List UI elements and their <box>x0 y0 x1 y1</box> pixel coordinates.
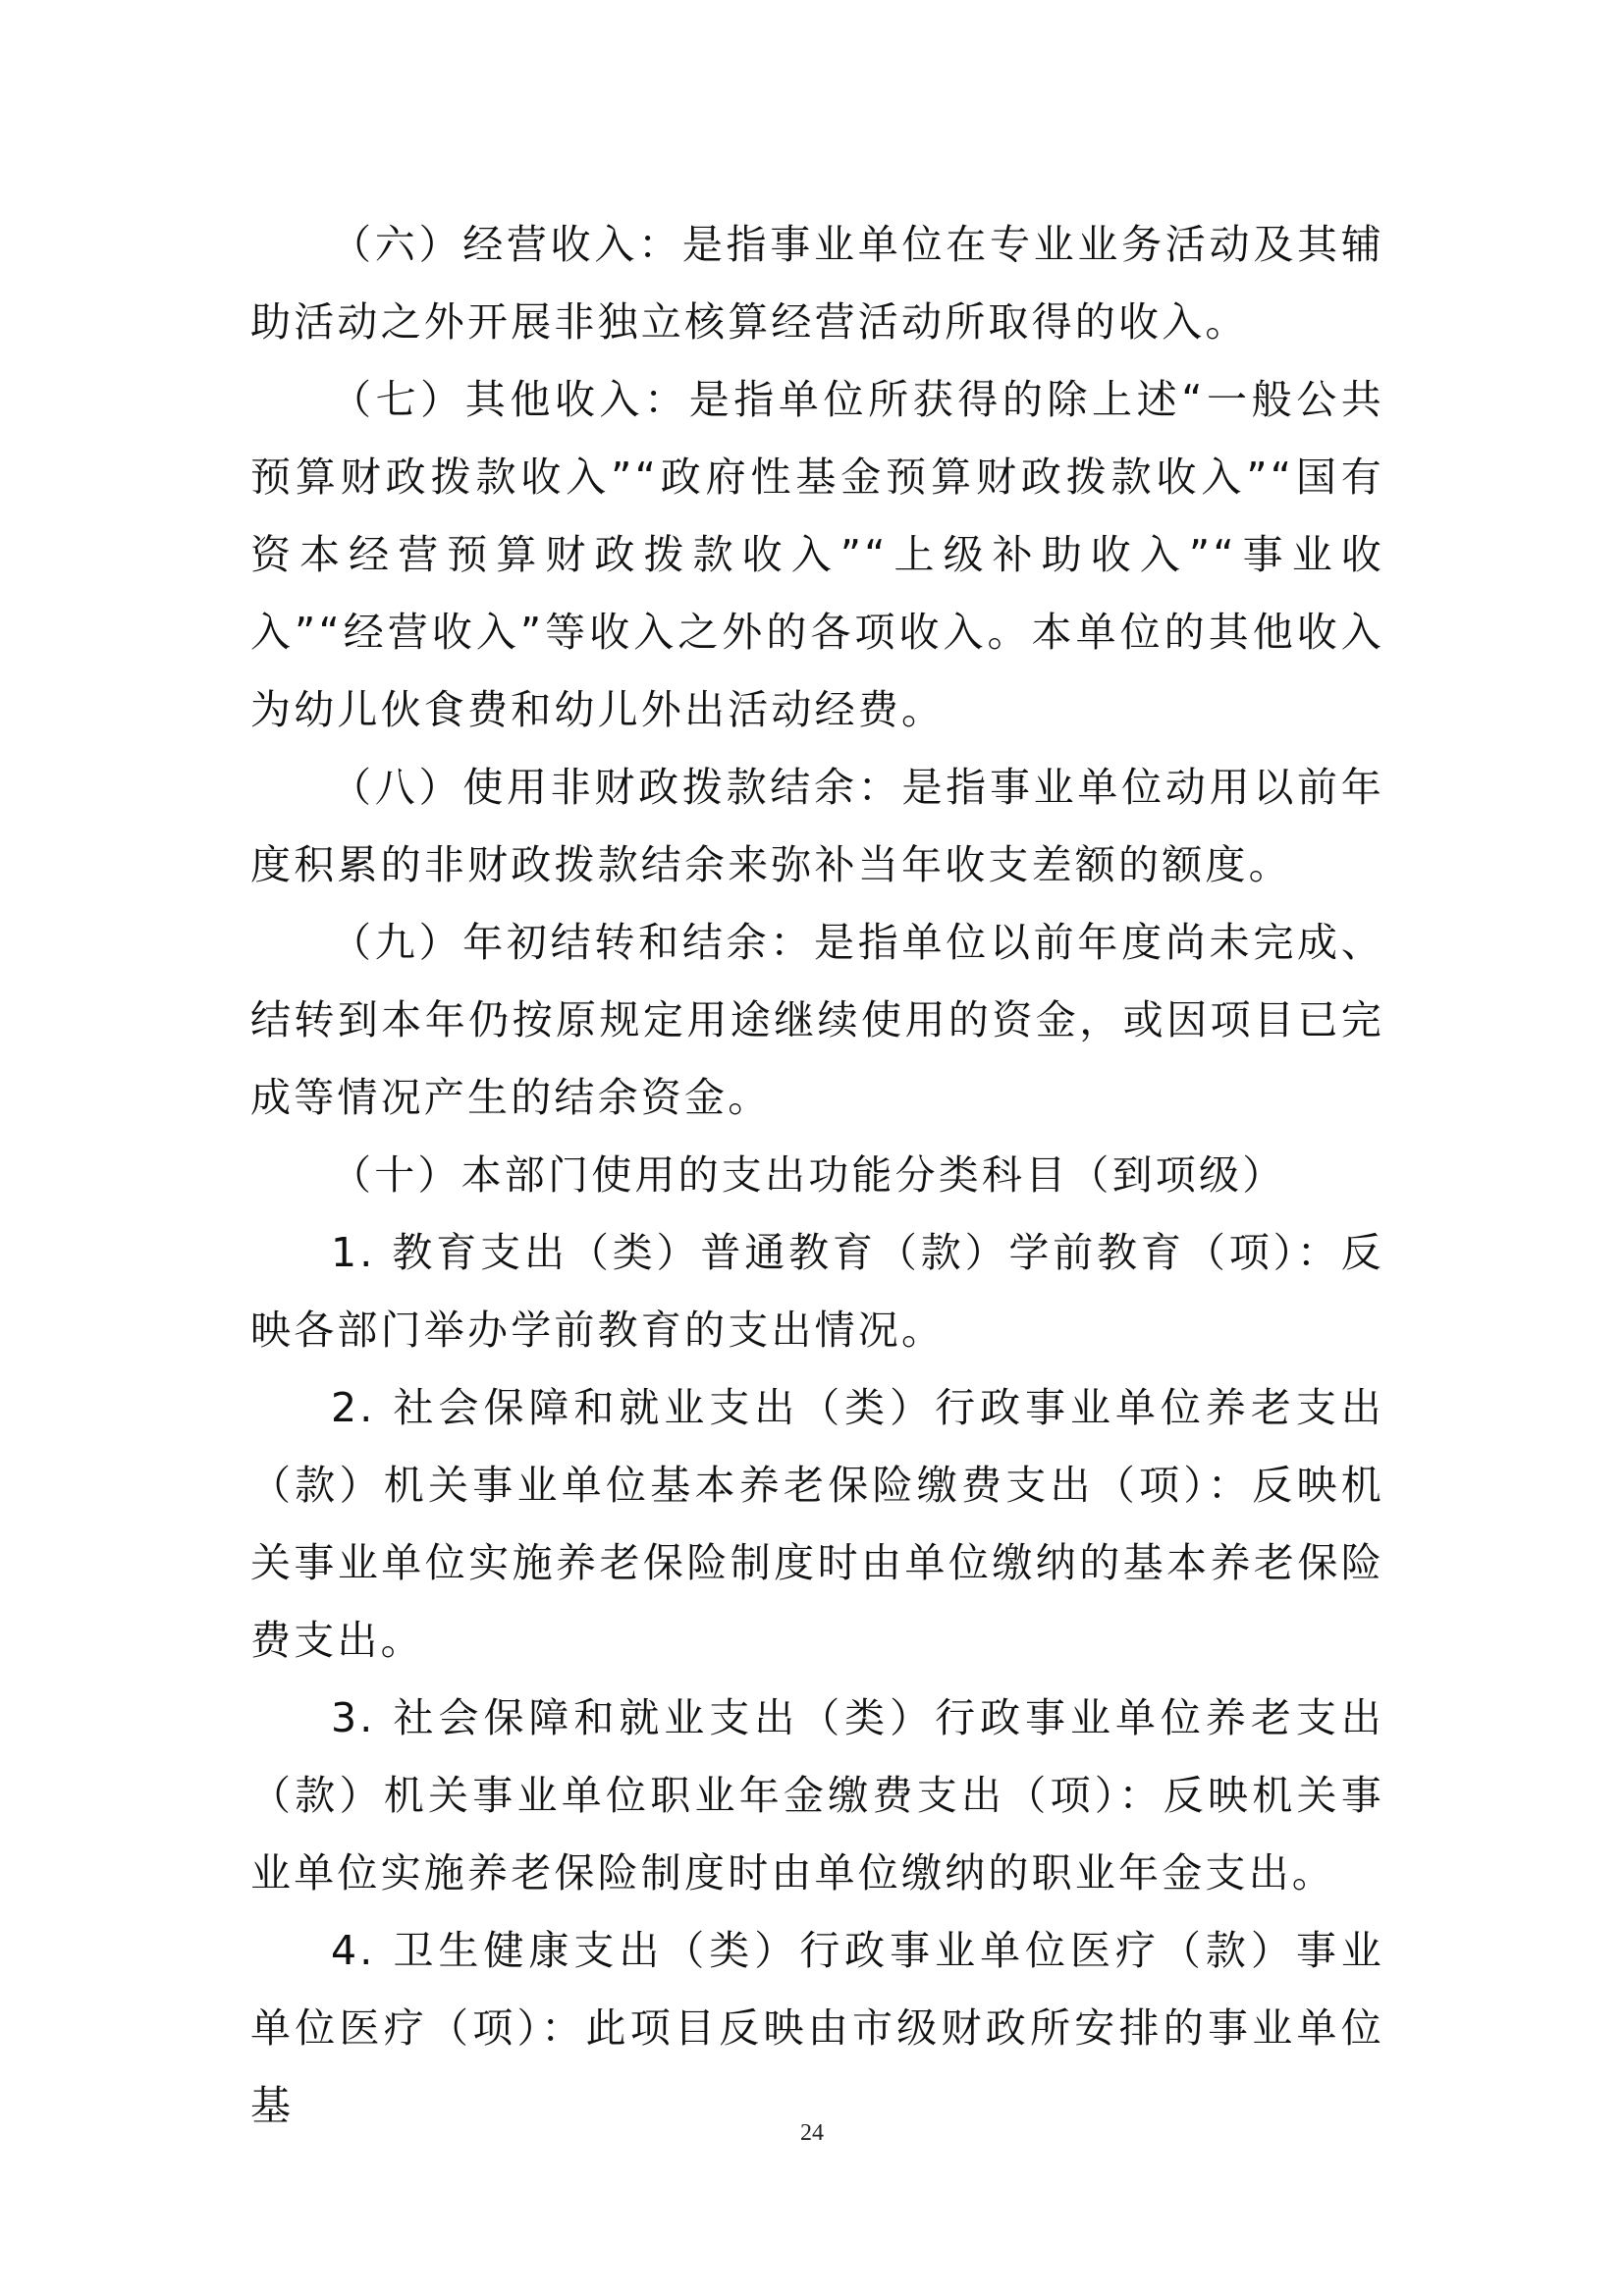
page-number: 24 <box>800 2120 824 2146</box>
paragraph-other-income: （七）其他收入：是指单位所获得的除上述“一般公共预算财政拨款收入”“政府性基金预算财政拨款收入”“国有资本经营预算财政拨款收入”“上级补助收入”“事业收入”“经营收入”等收入之外的各项收入。本单位的其他收入为幼儿伙食费和幼儿外出活动经费。 <box>250 376 1384 733</box>
body-text <box>250 206 1384 2145</box>
paragraph-carryover-surplus: （九）年初结转和结余：是指单位以前年度尚未完成、结转到本年仍按原规定用途继续使用的资金，或因项目已完成等情况产生的结余资金。 <box>250 919 1384 1121</box>
paragraph-operating-income: （六）经营收入：是指事业单位在专业业务活动及其辅助活动之外开展非独立核算经营活动所取得的收入。 <box>250 221 1384 346</box>
paragraph-item-2-basic-pension: 2. 社会保障和就业支出（类）行政事业单位养老支出（款）机关事业单位基本养老保险缴费支出（项）：反映机关事业单位实施养老保险制度时由单位缴纳的基本养老保险费支出。 <box>250 1384 1384 1664</box>
paragraph-item-3-occupational-annuity: 3. 社会保障和就业支出（类）行政事业单位养老支出（款）机关事业单位职业年金缴费支出（项）：反映机关事业单位实施养老保险制度时由单位缴纳的职业年金支出。 <box>250 1694 1384 1896</box>
paragraph-item-1-education: 1. 教育支出（类）普通教育（款）学前教育（项）：反映各部门举办学前教育的支出情况。 <box>250 1229 1384 1354</box>
paragraph-expenditure-subjects-heading: （十）本部门使用的支出功能分类科目（到项级） <box>331 1151 1286 1199</box>
paragraph-item-4-medical: 4. 卫生健康支出（类）行政事业单位医疗（款）事业单位医疗（项）：此项目反映由市级财政所安排的事业单位基 <box>250 1927 1384 2129</box>
paragraph-non-fiscal-surplus: （八）使用非财政拨款结余：是指事业单位动用以前年度积累的非财政拨款结余来弥补当年收支差额的额度。 <box>250 764 1384 888</box>
